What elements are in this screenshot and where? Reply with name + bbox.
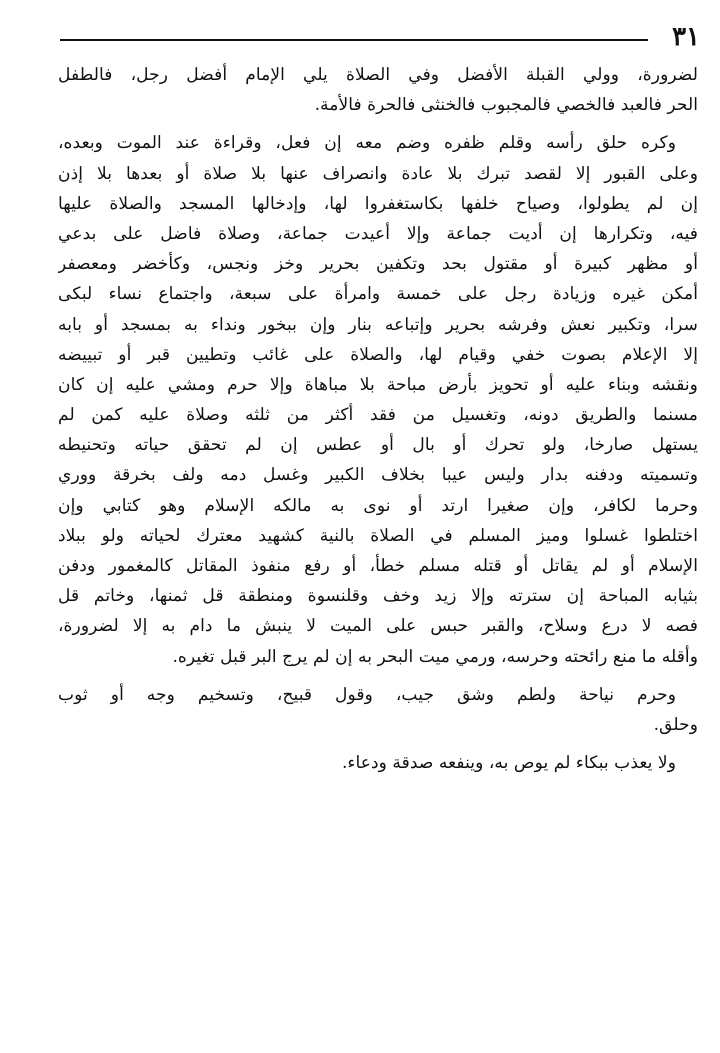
text-line: وكره حلق رأسه وقلم ظفره وضم معه إن فعل، وقراءة عند الموت وبعده،: [58, 133, 676, 154]
text-line: بثيابه المباحة إن سترته وإلا زيد وخف وقلنسوة ومنطقة قل ثمنها، وخاتم قل: [58, 586, 698, 607]
text-line: وتسميته ودفنه بدار وليس عيبا بخلاف الكبير وغسل دمه ولف بخرقة ووري: [58, 465, 698, 486]
paragraph: [58, 748, 698, 778]
text-line: أو مظهر كبيرة أو مقتول بحد وتكفين بحرير وخز ونجس، وكأخضر ومعصفر: [58, 254, 698, 275]
text-line: فيه، وتكرارها إن أديت جماعة وإلا أعيدت جماعة، وصلاة فاضل على بدعي: [58, 223, 698, 244]
text-line: وحلق.: [653, 714, 698, 735]
text-line: إن لم يطولوا، وصياح خلفها بكاستغفروا لها، وإدخالها المسجد والصلاة عليها: [58, 193, 698, 214]
text-line: اختلطوا غسلوا وميز المسلم في الصلاة بالنية كشهيد معترك لحياته ولو ببلاد: [58, 525, 698, 546]
paragraph: [58, 60, 698, 120]
text-line: الإسلام أو لم يقاتل أو قتله مسلم خطأ، أو رفع منفوذ المقاتل كالمغمور ودفن: [58, 556, 698, 576]
text-line: وحرم نياحة ولطم وشق جيب، وقول قبيح، وتسخيم وجه أو ثوب: [58, 684, 676, 705]
page-number: ٣١: [672, 22, 700, 52]
paragraph-gap: [58, 672, 698, 680]
paragraph-gap: [58, 120, 698, 128]
text-line: إلا الإعلام بصوت خفي وقيام لها، والصلاة على غائب وتطيين قبر أو تبييضه: [58, 344, 698, 365]
header-rule: [60, 39, 648, 41]
paragraph: [58, 680, 698, 740]
text-line: ولا يعذب ببكاء لم يوص به، وينفعه صدقة ودعاء.: [341, 753, 676, 774]
text-line: سرا، وتكبير نعش وفرشه بحرير وإتباعه بنار وإن ببخور ونداء به بمسجد أو بابه: [58, 314, 698, 335]
text-line: وأقله ما منع رائحته وحرسه، ورمي ميت البحر به إن لم يرج البر قبل تغيره.: [172, 646, 698, 667]
text-line: أمكن غيره وزيادة رجل على خمسة وامرأة على سبعة، واجتماع نساء لبكى: [58, 284, 698, 305]
paragraph-gap: [58, 740, 698, 748]
page-header: [60, 22, 700, 52]
text-line: فصه لا درع وسلاح، والقبر حبس على الميت لا ينبش ما دام به إلا لضرورة،: [58, 616, 698, 637]
body-text: [58, 60, 698, 778]
text-line: ونقشه وبناء عليه أو تحويز بأرض مباحة بلا مباهاة وإلا حرم ومشي عليه إن كان: [58, 374, 698, 395]
text-line: مسنما والطريق دونه، وتغسيل من فقد أكثر من ثلثه وصلاة عليه كمن لم: [58, 405, 698, 426]
text-line: وعلى القبور إلا لقصد تبرك بلا عادة وانصراف عنها بلا صلاة أو بعدها بلا إذن: [58, 163, 698, 184]
text-line: يستهل صارخا، ولو تحرك أو بال أو عطس إن لم تحقق حياته وتحنيطه: [58, 435, 698, 456]
paragraph: [58, 128, 698, 671]
text-line: الحر فالعبد فالخصي فالمجبوب فالخنثى فالحرة فالأمة.: [314, 95, 698, 116]
text-line: لضرورة، وولي القبلة الأفضل وفي الصلاة يلي الإمام أفضل رجل، فالطفل: [58, 65, 698, 85]
text-line: وحرما لكافر، وإن صغيرا ارتد أو نوى به مالكه الإسلام وهو كتابي وإن: [58, 495, 698, 516]
